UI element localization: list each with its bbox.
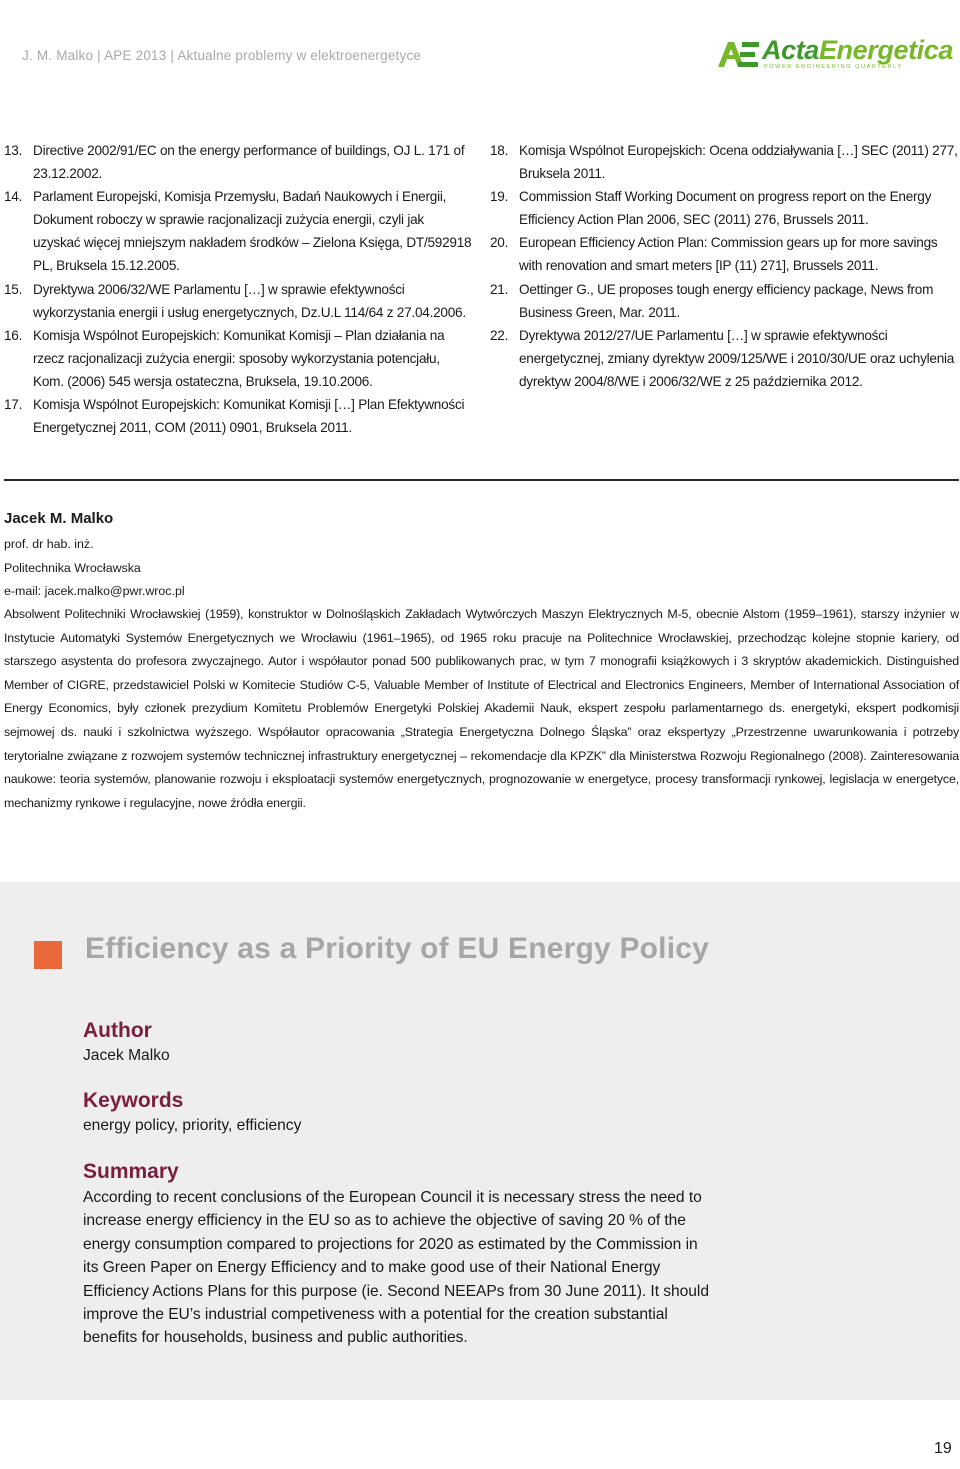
reference-text: European Efficiency Action Plan: Commission gears up for more savings with renovation and smart meters [IP (11) 271], Brussels 2011. (519, 235, 938, 274)
reference-number: 14. (4, 189, 23, 205)
reference-text: Commission Staff Working Document on progress report on the Energy Efficiency Action Plan 2006, SEC (2011) 276, Brussels 2011. (519, 189, 932, 228)
reference-item (4, 185, 474, 277)
reference-item (4, 139, 474, 185)
reference-text: Oettinger G., UE proposes tough energy efficiency package, News from Business Green, Mar. 2011. (519, 281, 934, 320)
logo-tagline: POWER ENGINEERING QUARTERLY (764, 64, 903, 70)
ae-logo-mark-icon (716, 40, 760, 68)
reference-number: 13. (4, 143, 23, 158)
reference-item (490, 185, 960, 231)
logo-energetica: Energetica (818, 35, 953, 65)
reference-number: 22. (490, 327, 509, 343)
author-biography: Absolwent Politechniki Wrocławskiej (1959), konstruktor w Dolnośląskich Zakładach Wytwórczych Maszyn Elektrycznych M-5, obecnie Alstom (1959–1961), starszy inżynier w Instytucie Automatyki Systemów Energetycznych we Wrocławiu (1961–1965), od 1965 roku pracuje na Politechnice Wrocławskiej, przechodząc kolejne stopnie kariery, od starszego asystenta do profesora zwyczajnego. Autor i współautor ponad 500 publikowanych prac, w tym 7 monografii książkowych i 3 skryptów akademickich. Distinguished Member of CIGRE, przedstawiciel Polski w Komitecie Studiów C-5, Valuable Member of Institute of Electrical and Electronics Engineers, Member of International Association of Energy Economics, były członek prezydium Komitetu Problemów Energetyki Polskiej Akademii Nauk, ekspert zespołu parlamentarnego ds. energetyki, ekspert podkomisji sejmowej ds. nauki i szkolnictwa wyższego. Współautor opracowania „Strategia Energetyczna Dolnego Śląska” oraz ekspertyzy „Przestrzenne uwarunkowania i potrzeby terytorialne związane z rozwojem systemów technicznej infrastruktury energetycznej – rekomendacje dla KPZK” dla Ministerstwa Rozwoju Regionalnego (2008). Zainteresowania naukowe: teoria systemów, planowanie rozwoju i eksploatacji systemów energetycznych, prognozowanie w energetyce, procesy transformacji rynkowej, legislacja w energetyce, mechanizmy rynkowe i regulacyjne, nowe źródła energii. (4, 607, 959, 810)
reference-number: 16. (4, 327, 23, 343)
reference-text: Directive 2002/91/EC on the energy performance of buildings, OJ L. 171 of 23.12.2002. (33, 143, 465, 182)
reference-text: Parlament Europejski, Komisja Przemysłu, Badań Naukowych i Energii, Dokument roboczy w sprawie racjonalizacji zużycia energii, czyli jak uzyskać więcej mniejszym nakładem środków – Zielona Księga, DT/592918 PL, Bruksela 15.12.2005. (33, 189, 472, 274)
summary-heading: Summary (83, 1160, 179, 1183)
reference-item (4, 324, 474, 393)
author-institution: Politechnika Wrocławska (4, 561, 141, 575)
running-head: J. M. Malko | APE 2013 | Aktualne problemy w elektroenergetyce (22, 48, 422, 63)
reference-item (490, 278, 960, 324)
reference-item (4, 393, 474, 439)
reference-item (4, 278, 474, 324)
abstract-title: Efficiency as a Priority of EU Energy Policy (85, 932, 710, 965)
references-left-column (4, 139, 474, 439)
reference-number: 18. (490, 143, 509, 158)
page-number: 19 (934, 1440, 952, 1457)
author-name: Jacek M. Malko (4, 510, 114, 527)
reference-number: 15. (4, 281, 23, 297)
reference-text: Komisja Wspólnot Europejskich: Ocena oddziaływania […] SEC (2011) 277, Bruksela 2011. (519, 143, 958, 182)
reference-text: Komisja Wspólnot Europejskich: Komunikat Komisji […] Plan Efektywności Energetycznej 2011, COM (2011) 0901, Bruksela 2011. (33, 397, 465, 436)
reference-text: Dyrektywa 2006/32/WE Parlamentu […] w sprawie efektywności wykorzystania energii i usług energetycznych, Dz.U.L 114/64 z 27.04.2006. (33, 281, 466, 320)
keywords-heading: Keywords (83, 1089, 184, 1112)
author-email[interactable]: e-mail: jacek.malko@pwr.wroc.pl (4, 584, 185, 598)
author-heading: Author (83, 1019, 152, 1042)
logo-wordmark (762, 35, 953, 66)
orange-square-marker (34, 941, 62, 969)
reference-text: Komisja Wspólnot Europejskich: Komunikat Komisji – Plan działania na rzecz racjonalizacji zużycia energii: sposoby wykorzystania potencjału, Kom. (2006) 545 wersja ostateczna, Bruksela, 19.10.2006. (33, 327, 445, 389)
section-divider (4, 479, 959, 481)
author-degree: prof. dr hab. inż. (4, 537, 94, 551)
reference-item (490, 231, 960, 277)
reference-text: Dyrektywa 2012/27/UE Parlamentu […] w sprawie efektywności energetycznej, zmiany dyrektyw 2009/125/WE i 2010/30/UE oraz uchylenia dyrektyw 2004/8/WE i 2006/32/WE z 25 października 2012. (519, 327, 955, 389)
logo-acta: Acta (762, 35, 819, 65)
references-right-column (490, 139, 960, 393)
reference-number: 21. (490, 281, 509, 297)
abstract-author-name: Jacek Malko (83, 1047, 170, 1064)
reference-item (490, 324, 960, 393)
keywords-text: energy policy, priority, efficiency (83, 1117, 302, 1134)
reference-number: 20. (490, 235, 509, 251)
reference-number: 19. (490, 189, 509, 205)
reference-item (490, 139, 960, 185)
acta-energetica-logo (716, 35, 953, 72)
summary-text: According to recent conclusions of the European Council it is necessary stress the need to increase energy efficiency in the EU so as to achieve the objective of saving 20 % of the energy consumption compared to projections for 2020 as estimated by the Commission in its Green Paper on Energy Efficiency and to make good use of their National Energy Efficiency Actions Plans for this purpose (ie. Second NEEAPs from 30 June 2011). It should improve the EU’s industrial competiveness with a potential for the creation substantial benefits for households, business and public authorities. (83, 1189, 709, 1347)
reference-number: 17. (4, 397, 23, 413)
